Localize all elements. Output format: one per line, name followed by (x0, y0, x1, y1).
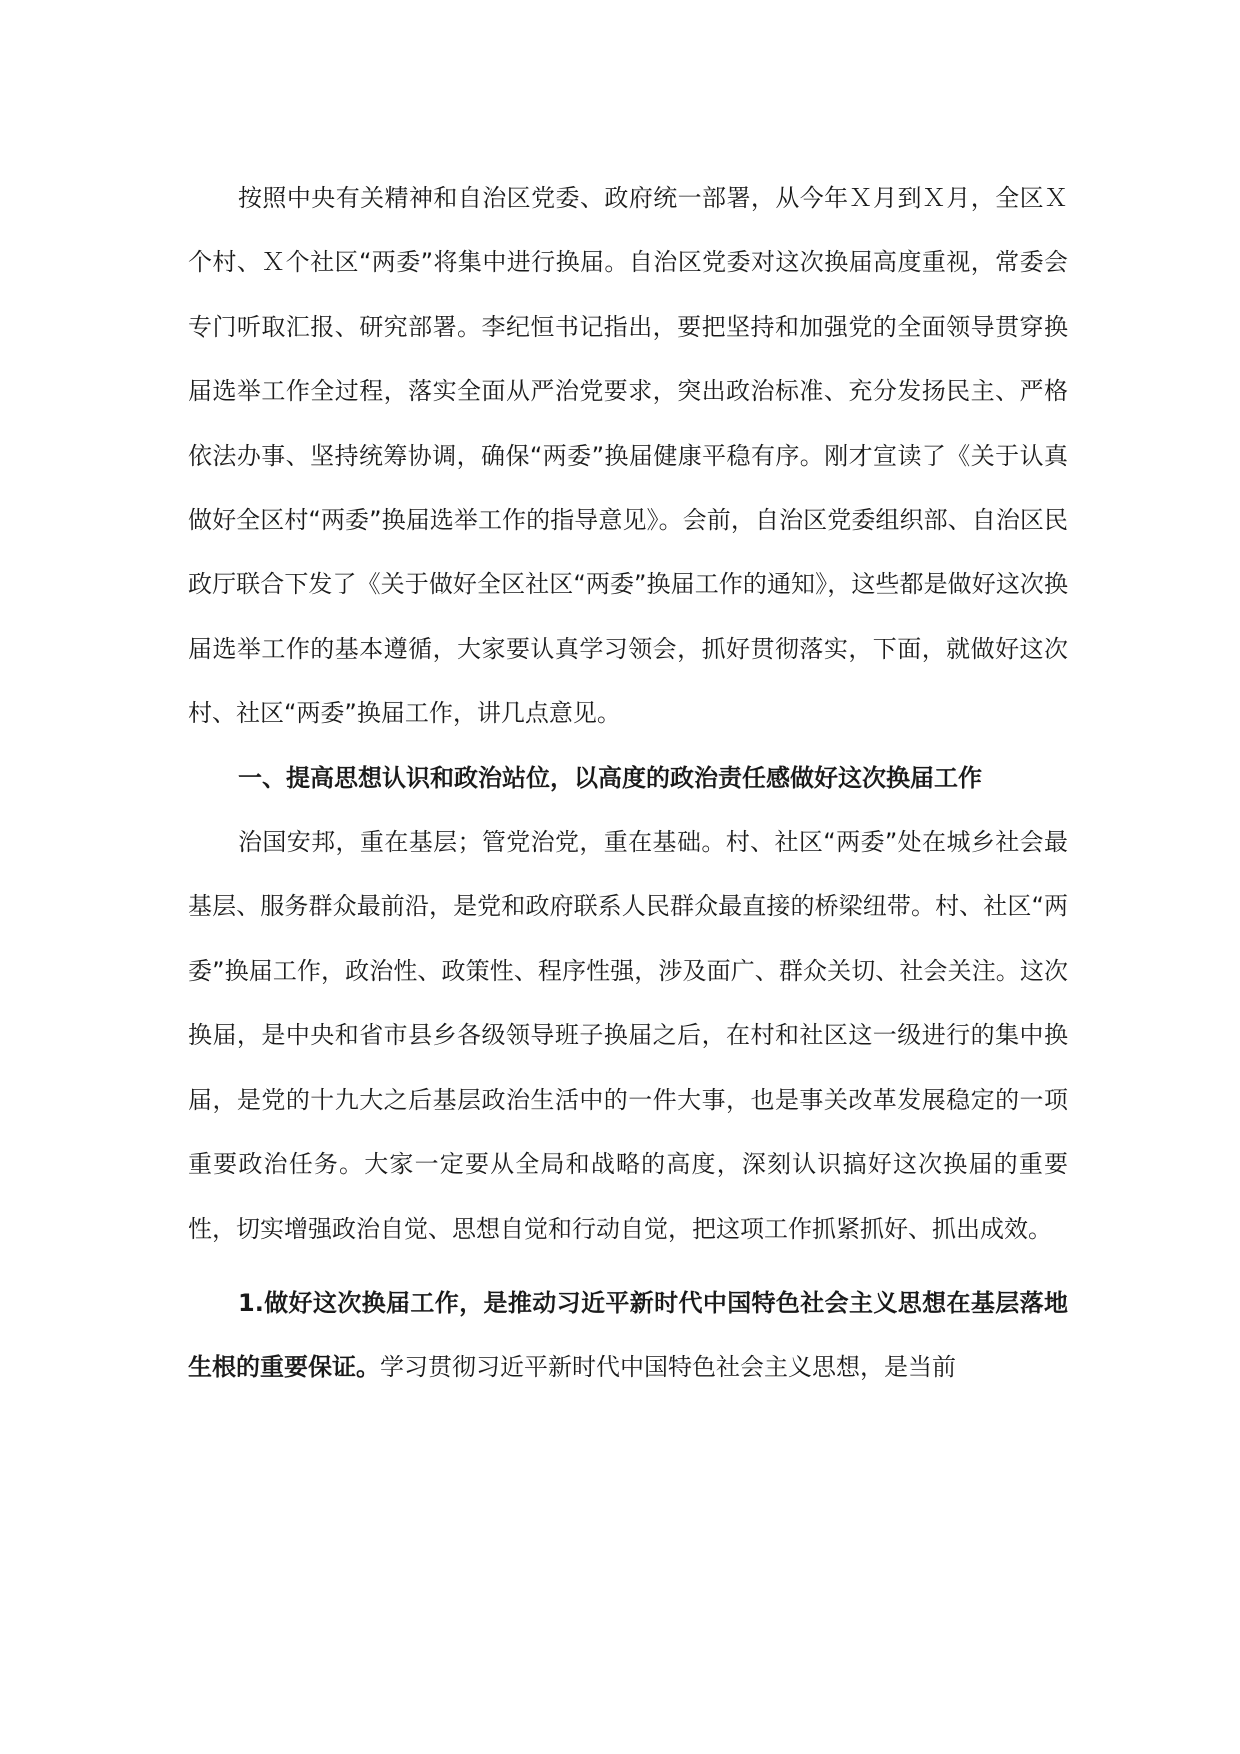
point-1-text: 学习贯彻习近平新时代中国特色社会主义思想，是当前 (380, 1353, 956, 1382)
section-1-paragraph: 治国安邦，重在基层；管党治党，重在基础。村、社区“两委”处在城乡社会最基层、服务群众最前沿，是党和政府联系人民群众最直接的桥梁纽带。村、社区“两委”换届工作，政治性、政策性、程序性强，涉及面广、群众关切、社会关注。这次换届，是中央和省市县乡各级领导班子换届之后，在村和社区这一级进行的集中换届，是党的十九大之后基层政治生活中的一件大事，也是事关改革发展稳定的一项重要政治任务。大家一定要从全局和战略的高度，深刻认识搞好这次换届的重要性，切实增强政治自觉、思想自觉和行动自觉，把这项工作抓紧抓好、抓出成效。 (188, 828, 1068, 1243)
point-1-paragraph (188, 1271, 1068, 1400)
paragraph-gap (188, 1261, 1068, 1271)
point-1-lead: 1.做好这次换届工作，是推动习近平新时代中国特色社会主义思想在基层落地生根的重要保证。 (188, 1288, 1068, 1382)
intro-paragraph: 按照中央有关精神和自治区党委、政府统一部署，从今年Ｘ月到Ｘ月，全区Ｘ个村、Ｘ个社区“两委”将集中进行换届。自治区党委对这次换届高度重视，常委会专门听取汇报、研究部署。李纪恒书记指出，要把坚持和加强党的全面领导贯穿换届选举工作全过程，落实全面从严治党要求，突出政治标准、充分发扬民主、严格依法办事、坚持统筹协调，确保“两委”换届健康平稳有序。刚才宣读了《关于认真做好全区村“两委”换届选举工作的指导意见》。会前，自治区党委组织部、自治区民政厅联合下发了《关于做好全区社区“两委”换届工作的通知》，这些都是做好这次换届选举工作的基本遵循，大家要认真学习领会，抓好贯彻落实，下面，就做好这次村、社区“两委”换届工作，讲几点意见。 (188, 184, 1068, 728)
document-body (188, 166, 1068, 1400)
section-heading-1: 一、提高思想认识和政治站位，以高度的政治责任感做好这次换届工作 (238, 763, 982, 792)
